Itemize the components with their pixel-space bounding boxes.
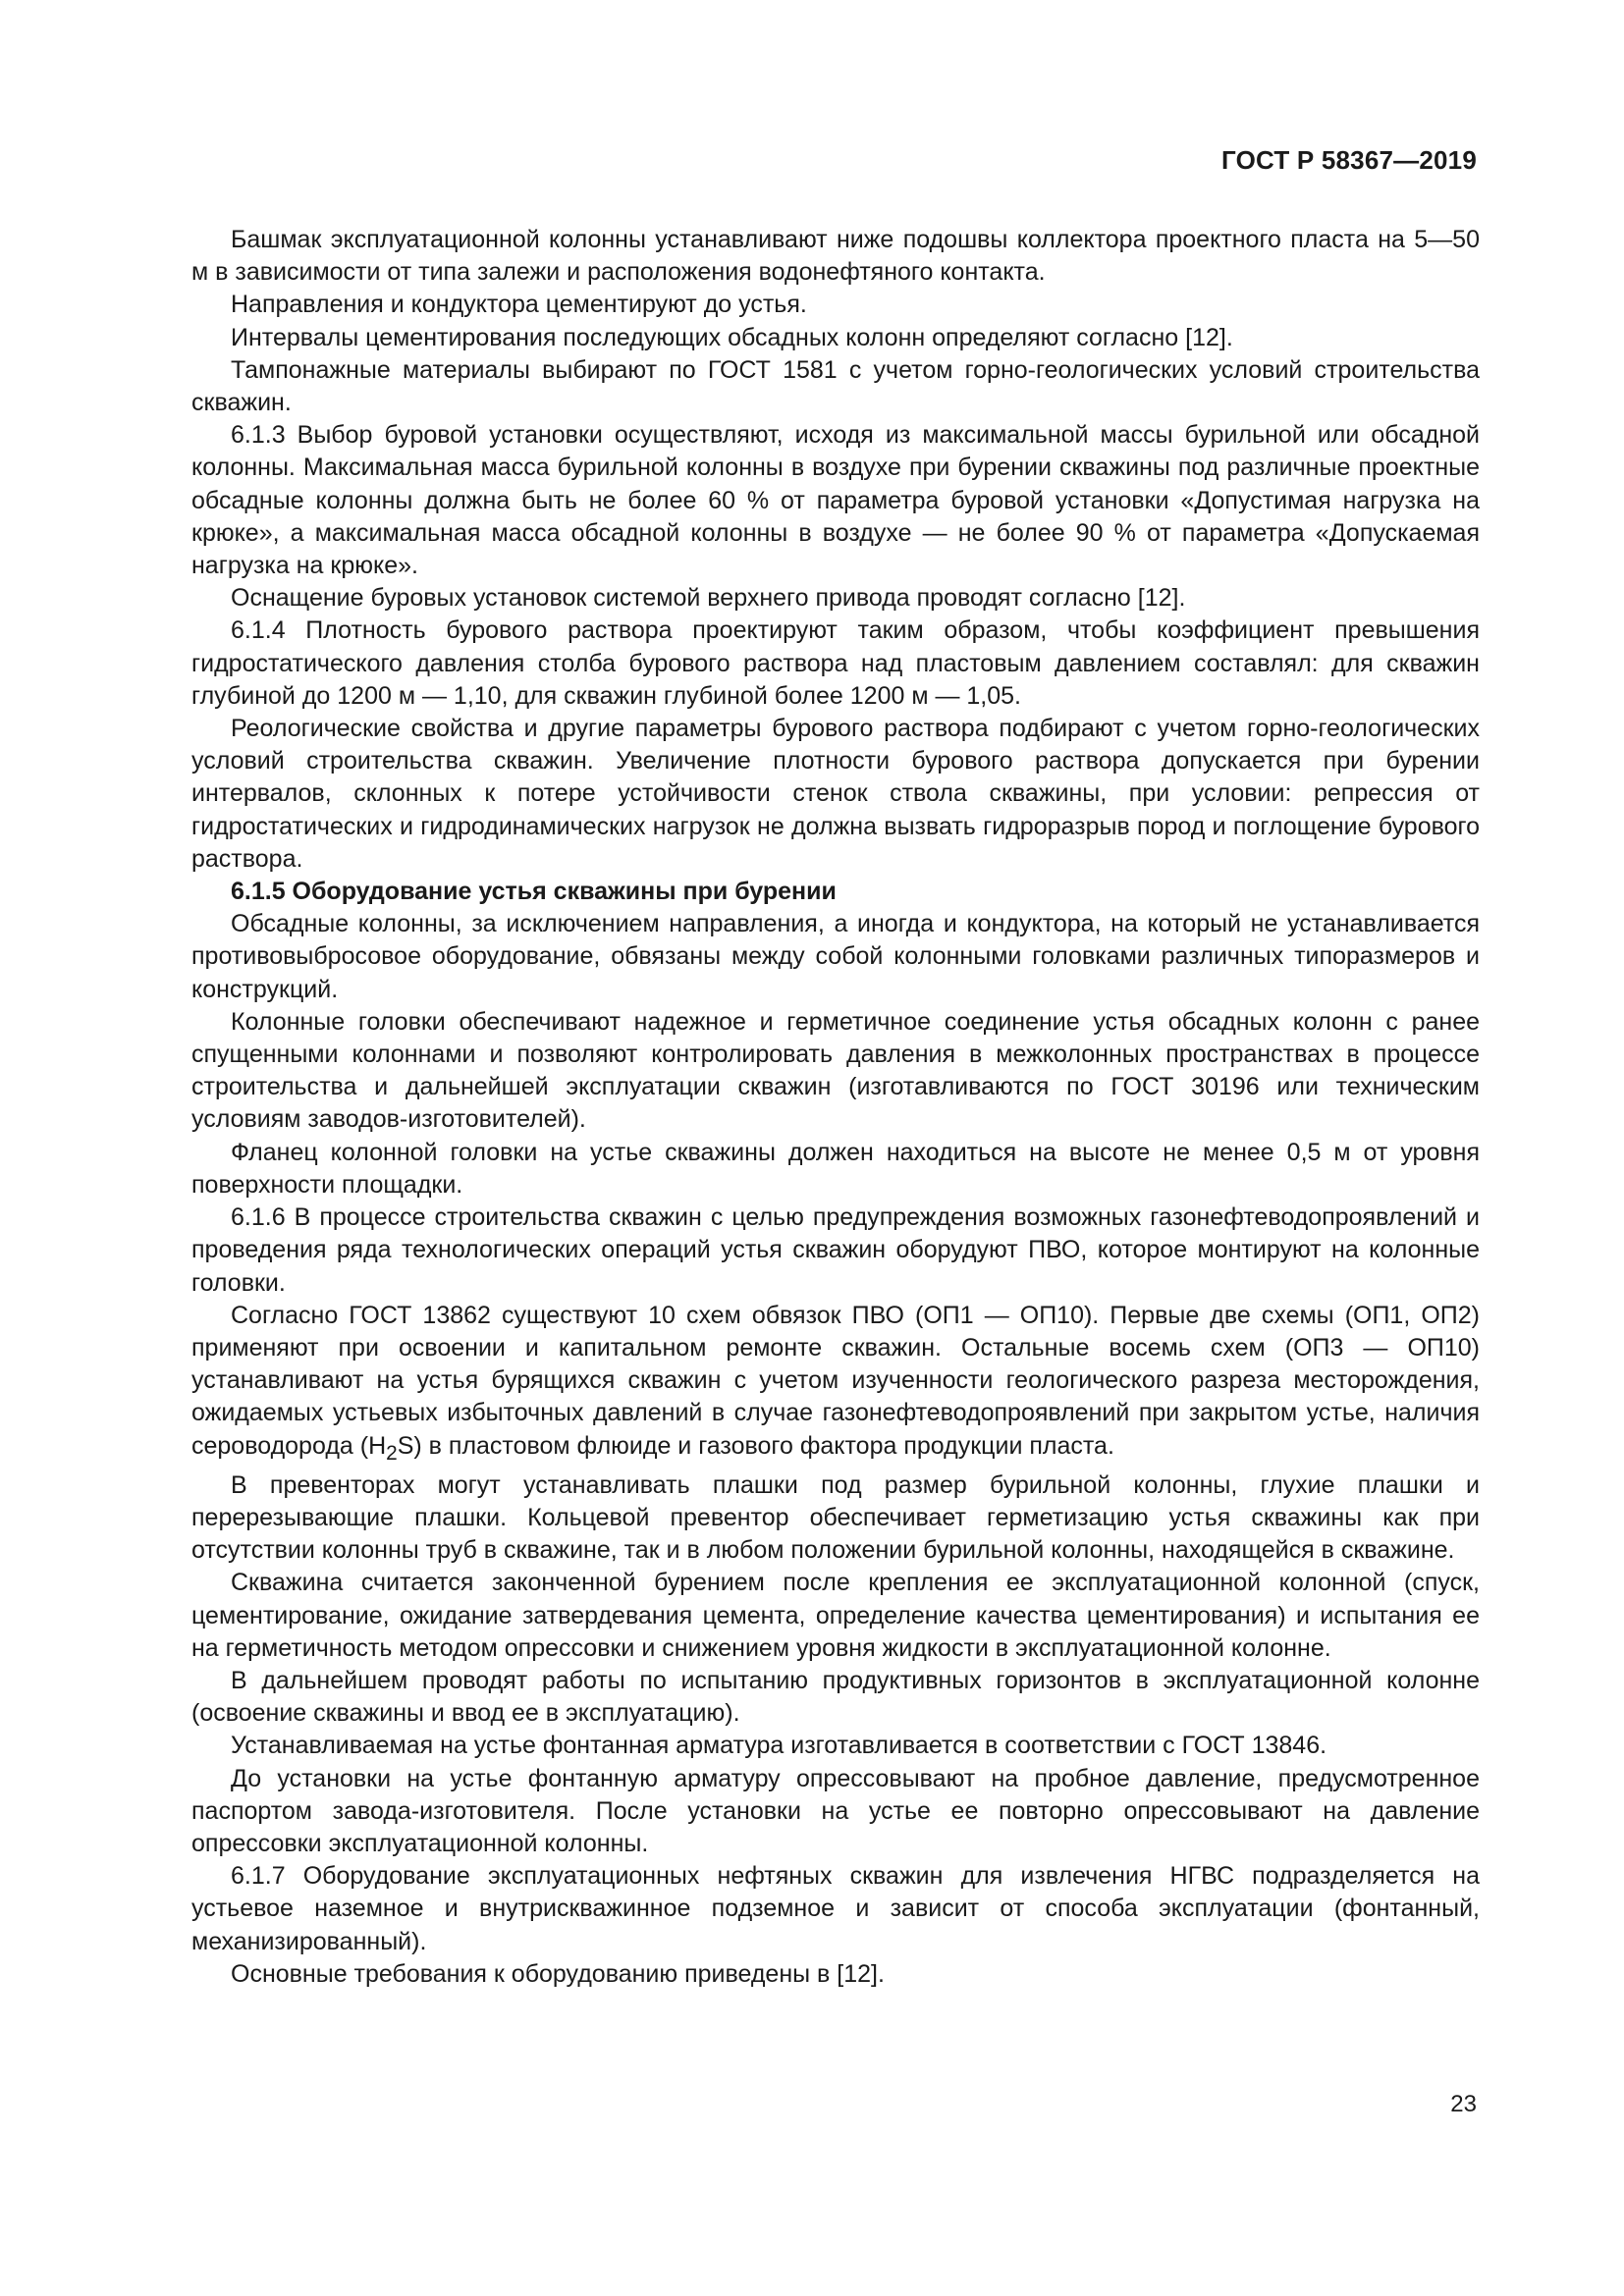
paragraph: До установки на устье фонтанную арматуру опрессовывают на пробное давление, предусмотренное паспортом завода-изготовителя. После установки на устье ее повторно опрессовывают на давление опрессовки эксплуатационной колонны. [191,1764,1480,1857]
paragraph: Реологические свойства и другие параметры бурового раствора подбирают с учетом горно-геологических условий строительства скважин. Увеличение плотности бурового раствора допускается при бурении интервалов, склонных к потере устойчивости стенок ствола скважины, при условии: репрессия от гидростатических и гидродинамических нагрузок не должна вызвать гидроразрыв пород и поглощение бурового раствора. [191,715,1480,873]
paragraph: В превенторах могут устанавливать плашки под размер бурильной колонны, глухие плашки и перерезывающие плашки. Кольцевой превентор обеспечивает герметизацию устья скважины как при отсутствии колонны труб в скважине, так и в любом положении бурильной колонны, находящейся в скважине. [191,1470,1480,1565]
paragraph: Башмак эксплуатационной колонны устанавливают ниже подошвы коллектора проектного пласта на 5—50 м в зависимости от типа залежи и расположения водонефтяного контакта. [191,226,1480,287]
paragraph: 6.1.4 Плотность бурового раствора проектируют таким образом, чтобы коэффициент превышения гидростатического давления столба бурового раствора над пластовым давлением составлял: для скважин глубиной до 1200 м — 1,10, для скважин глубиной более 1200 м — 1,05. [191,616,1480,710]
paragraph: Устанавливаемая на устье фонтанная арматура изготавливается в соответствии с ГОСТ 13846. [231,1732,1327,1760]
document-body [191,224,1480,1991]
paragraph: Оснащение буровых установок системой верхнего привода проводят согласно [12]. [231,584,1186,613]
paragraph: Интервалы цементирования последующих обсадных колонн определяют согласно [12]. [231,323,1233,351]
paragraph: В дальнейшем проводят работы по испытанию продуктивных горизонтов в эксплуатационной колонне (освоение скважины и ввод ее в эксплуатацию). [191,1666,1480,1728]
paragraph: Тампонажные материалы выбирают по ГОСТ 1581 с учетом горно-геологических условий строительства скважин. [191,355,1480,417]
paragraph: Согласно ГОСТ 13862 существуют 10 схем обвязок ПВО (ОП1 — ОП10). Первые две схемы (ОП1, ОП2) применяют при освоении и капитальном ремонте скважин. Остальные восемь схем (ОП3 — ОП10) устанавливают на устья бурящихся скважин с учетом изученности геологического разреза месторождения, ожидаемых устьевых избыточных давлений в случае газонефтеводопроявлений при закрытом устье, наличия сероводорода $(H_2S)$ в пластовом флюиде и газового фактора продукции пласта. [191,1301,1480,1465]
section-heading: 6.1.5 Оборудование устья скважины при бурении [231,878,837,906]
paragraph: Скважина считается законченной бурением после крепления ее эксплуатационной колонной (спуск, цементирование, ожидание затвердевания цемента, определение качества цементирования) и испытания ее на герметичность методом опрессовки и снижением уровня жидкости в эксплуатационной колонне. [191,1569,1480,1662]
paragraph: Колонные головки обеспечивают надежное и герметичное соединение устья обсадных колонн с ранее спущенными колоннами и позволяют контролировать давления в межколонных пространствах в процессе строительства и дальнейшей эксплуатации скважин (изготавливаются по ГОСТ 30196 или техническим условиям заводов-изготовителей). [191,1007,1480,1134]
paragraph: Обсадные колонны, за исключением направления, а иногда и кондуктора, на который не устанавливается противовыбросовое оборудование, обвязаны между собой колонными головками различных типоразмеров и конструкций. [191,910,1480,1003]
paragraph: 6.1.7 Оборудование эксплуатационных нефтяных скважин для извлечения НГВС подразделяется на устьевое наземное и внутрискважинное подземное и зависит от способа эксплуатации (фонтанный, механизированный). [191,1862,1480,1955]
paragraph: Фланец колонной головки на устье скважины должен находиться на высоте не менее 0,5 м от уровня поверхности площадки. [191,1138,1480,1199]
page-number: 23 [1450,2091,1477,2117]
document-header: ГОСТ Р 58367—2019 [1221,145,1477,175]
paragraph: Основные требования к оборудованию приведены в [12]. [231,1959,885,1988]
paragraph: Направления и кондуктора цементируют до устья. [231,291,807,319]
paragraph: 6.1.3 Выбор буровой установки осуществляют, исходя из максимальной массы бурильной или обсадной колонны. Максимальная масса бурильной колонны в воздухе при бурении скважины под различные проектные обсадные колонны должна быть не более 60 % от параметра буровой установки «Допустимая нагрузка на крюке», а максимальная масса обсадной колонны в воздухе — не более 90 % от параметра «Допускаемая нагрузка на крюке». [191,421,1480,580]
paragraph: 6.1.6 В процессе строительства скважин с целью предупреждения возможных газонефтеводопроявлений и проведения ряда технологических операций устья скважин оборудуют ПВО, которое монтируют на колонные головки. [191,1203,1480,1297]
subscript: 2 [386,1441,398,1465]
